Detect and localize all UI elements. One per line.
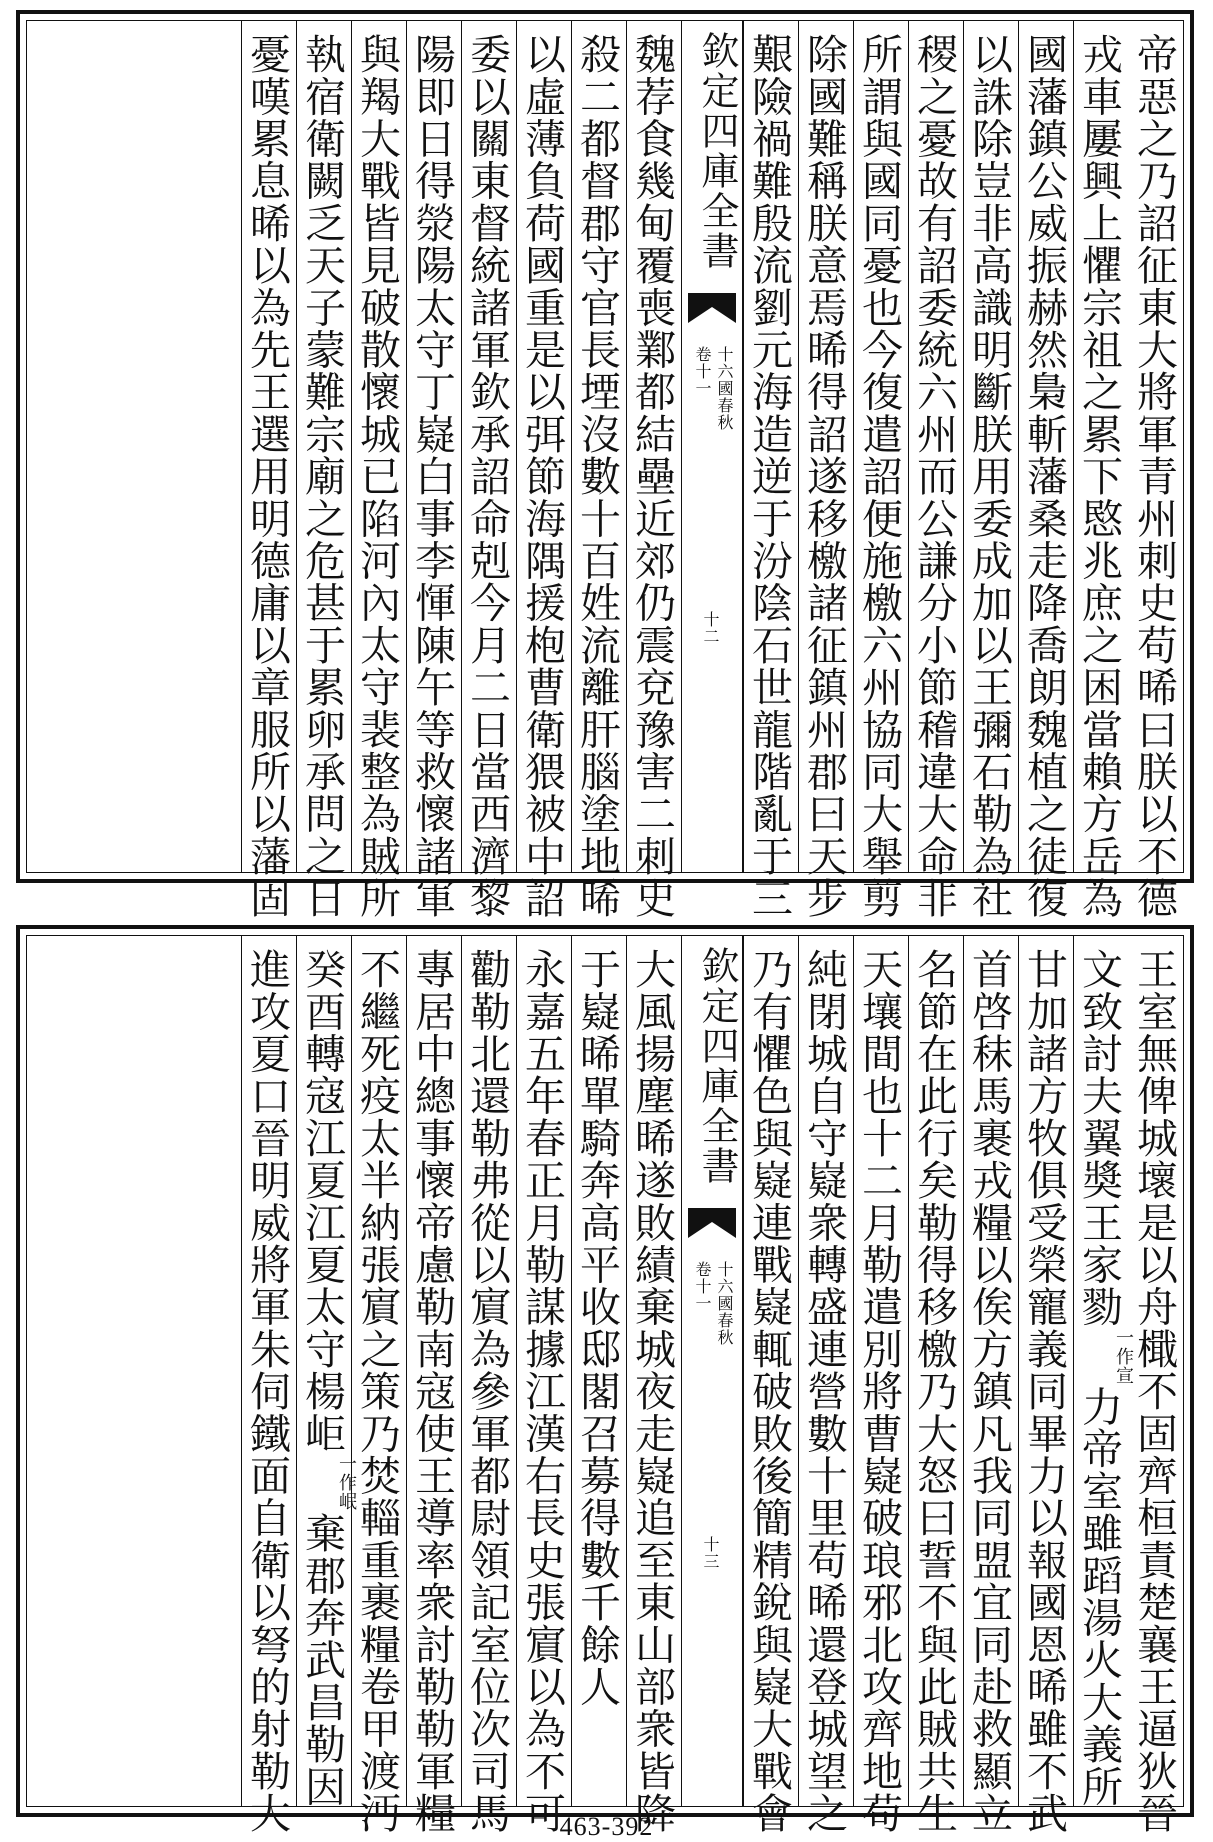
text-column bbox=[1128, 21, 1183, 920]
text-column bbox=[963, 21, 1018, 920]
variant-note: 一作岷 bbox=[336, 1454, 357, 1513]
column-text: 戎車屢興上懼宗祖之累下愍兆庶之困當賴方岳為 bbox=[1075, 33, 1123, 920]
text-column bbox=[241, 21, 296, 920]
column-text: 專居中總事懷帝慮勒南寇使王導率衆討勒勒軍糧 bbox=[408, 948, 456, 1835]
column-text: 委以關東督統諸軍欽承詔命剋今月二日當西濟黎 bbox=[463, 33, 511, 920]
variant-note: 一作宣 bbox=[1113, 1327, 1134, 1386]
text-column bbox=[351, 936, 406, 1835]
column-text: 所謂與國同憂也今復遣詔便施檄六州協同大舉剪 bbox=[855, 33, 903, 920]
column-text bbox=[1071, 948, 1134, 1808]
text-column bbox=[626, 936, 681, 1835]
column-text: 以虛薄負荷國重是以弭節海隅援枹曹衛猥被中詔 bbox=[518, 33, 566, 920]
column-text: 天壤間也十二月勒遣別將曹嶷破琅邪北攻齊地苟 bbox=[855, 948, 903, 1835]
book-title: 十六國春秋 bbox=[715, 346, 734, 431]
page-number: 十二 bbox=[701, 611, 720, 645]
column-text: 純閉城自守嶷衆轉盛連營數十里苟晞還登城望之 bbox=[800, 948, 848, 1835]
column-text: 憂嘆累息晞以為先王選用明德庸以章服所以藩固 bbox=[243, 33, 291, 920]
text-column bbox=[1073, 21, 1128, 920]
column-text-tail: 力帝室雖蹈湯火大義所 bbox=[1075, 1385, 1123, 1808]
text-column bbox=[743, 21, 798, 920]
text-column bbox=[1128, 936, 1183, 1835]
text-column bbox=[571, 936, 626, 1806]
text-column bbox=[406, 936, 461, 1835]
library-title: 欽定四庫全書 bbox=[695, 31, 739, 271]
column-text: 國藩鎮公威振赫然梟斬藩桑走降喬朗魏植之徒復 bbox=[1020, 33, 1068, 920]
column-text: 乃有懼色與嶷連戰嶷輒破敗後簡精銳與嶷大戰會 bbox=[745, 948, 793, 1835]
column-text: 大風揚塵晞遂敗績棄城夜走嶷追至東山部衆皆降 bbox=[628, 948, 676, 1835]
volume-label: 卷十一 bbox=[693, 1261, 712, 1312]
fish-tail-mark-icon bbox=[688, 293, 736, 329]
column-text: 永嘉五年春正月勒謀據江漢右長史張賔以為不可 bbox=[518, 948, 566, 1835]
column-text: 名節在此行矣勒得移檄乃大怒曰誓不與此賊共生 bbox=[910, 948, 958, 1835]
text-column bbox=[626, 21, 681, 920]
text-column bbox=[798, 936, 853, 1835]
column-text-head: 癸酉轉 bbox=[298, 948, 346, 1075]
column-text: 首啓秣馬裹戎糧以俟方鎮凡我同盟宜同赴救顯立 bbox=[965, 948, 1013, 1835]
text-column bbox=[798, 21, 853, 920]
column-text: 于嶷晞單騎奔高平收邸閣召募得數千餘人 bbox=[573, 948, 621, 1708]
text-column bbox=[743, 936, 798, 1835]
column-text: 甘加諸方牧俱受榮寵義同畢力以報國恩晞雖不武 bbox=[1020, 948, 1068, 1835]
text-column bbox=[853, 936, 908, 1835]
text-column bbox=[571, 21, 626, 920]
column-text: 以誅除豈非高識明斷朕用委成加以王彌石勒為社 bbox=[965, 33, 1013, 920]
text-column bbox=[1018, 21, 1073, 920]
book-title: 十六國春秋 bbox=[715, 1261, 734, 1346]
text-column bbox=[241, 936, 296, 1835]
column-text: 不繼死疫太半納張賔之策乃焚輜重裹糧卷甲渡沔 bbox=[353, 948, 401, 1835]
column-text: 進攻夏口晉明威將軍朱伺鐵面自衛以弩的射勒大 bbox=[243, 948, 291, 1835]
column-text-head: 文致討夫翼奬王家勠 bbox=[1075, 948, 1123, 1328]
top-page bbox=[16, 10, 1194, 920]
column-text: 帝惡之乃詔征東大將軍青州刺史苟晞曰朕以不德 bbox=[1130, 33, 1178, 920]
text-column bbox=[516, 936, 571, 1835]
text-column bbox=[963, 936, 1018, 1835]
text-column bbox=[406, 21, 461, 920]
text-column bbox=[1018, 936, 1073, 1835]
text-column bbox=[853, 21, 908, 920]
library-title: 欽定四庫全書 bbox=[695, 946, 739, 1186]
column-text: 勸勒北還勒弗從以賔為參軍都尉領記室位次司馬 bbox=[463, 948, 511, 1835]
center-margin bbox=[681, 936, 743, 1806]
column-text: 陽即日得滎陽太守丁嶷白事李惲陳午等救懷諸軍 bbox=[408, 33, 456, 920]
fish-tail-mark-icon bbox=[688, 1208, 736, 1244]
column-text: 執宿衛闕乏天子蒙難宗廟之危甚于累卵承問之日 bbox=[298, 33, 346, 920]
column-text: 魏荐食幾甸覆喪鄴都結壘近郊仍震兗豫害二刺史 bbox=[628, 33, 676, 920]
column-text: 殺二都督郡守官長堙沒數十百姓流離肝腦塗地晞 bbox=[573, 33, 621, 920]
column-text bbox=[294, 948, 357, 1808]
column-text: 稷之憂故有詔委統六州而公謙分小節稽違大命非 bbox=[910, 33, 958, 920]
text-column bbox=[516, 21, 571, 920]
column-text-body: 寇江夏江夏太守楊岠 bbox=[298, 1074, 346, 1455]
column-text-tail: 棄郡奔武昌勒因 bbox=[298, 1512, 346, 1808]
text-column bbox=[296, 21, 351, 920]
text-column bbox=[351, 21, 406, 920]
column-text: 與羯大戰皆見破散懷城已陷河內太守裴整為賊所 bbox=[353, 33, 401, 920]
text-column bbox=[908, 936, 963, 1835]
center-margin bbox=[681, 21, 743, 872]
text-column bbox=[461, 21, 516, 920]
volume-label: 卷十一 bbox=[693, 346, 712, 397]
column-text: 王室無俾城壞是以舟檝不固齊桓責楚襄王逼狄晉 bbox=[1130, 948, 1178, 1835]
column-text: 除國難稱朕意焉晞得詔遂移檄諸征鎮州郡曰天步 bbox=[800, 33, 848, 920]
page-number: 十三 bbox=[701, 1536, 720, 1570]
top-page-frame bbox=[26, 20, 1184, 920]
scan-page-number: 463-392 bbox=[559, 1812, 654, 1841]
column-text: 艱險禍難殷流劉元海造逆于汾陰石世龍階亂于三 bbox=[745, 33, 793, 920]
text-column bbox=[296, 936, 357, 1808]
text-column bbox=[908, 21, 963, 920]
text-column bbox=[461, 936, 516, 1835]
text-column bbox=[1073, 936, 1134, 1808]
